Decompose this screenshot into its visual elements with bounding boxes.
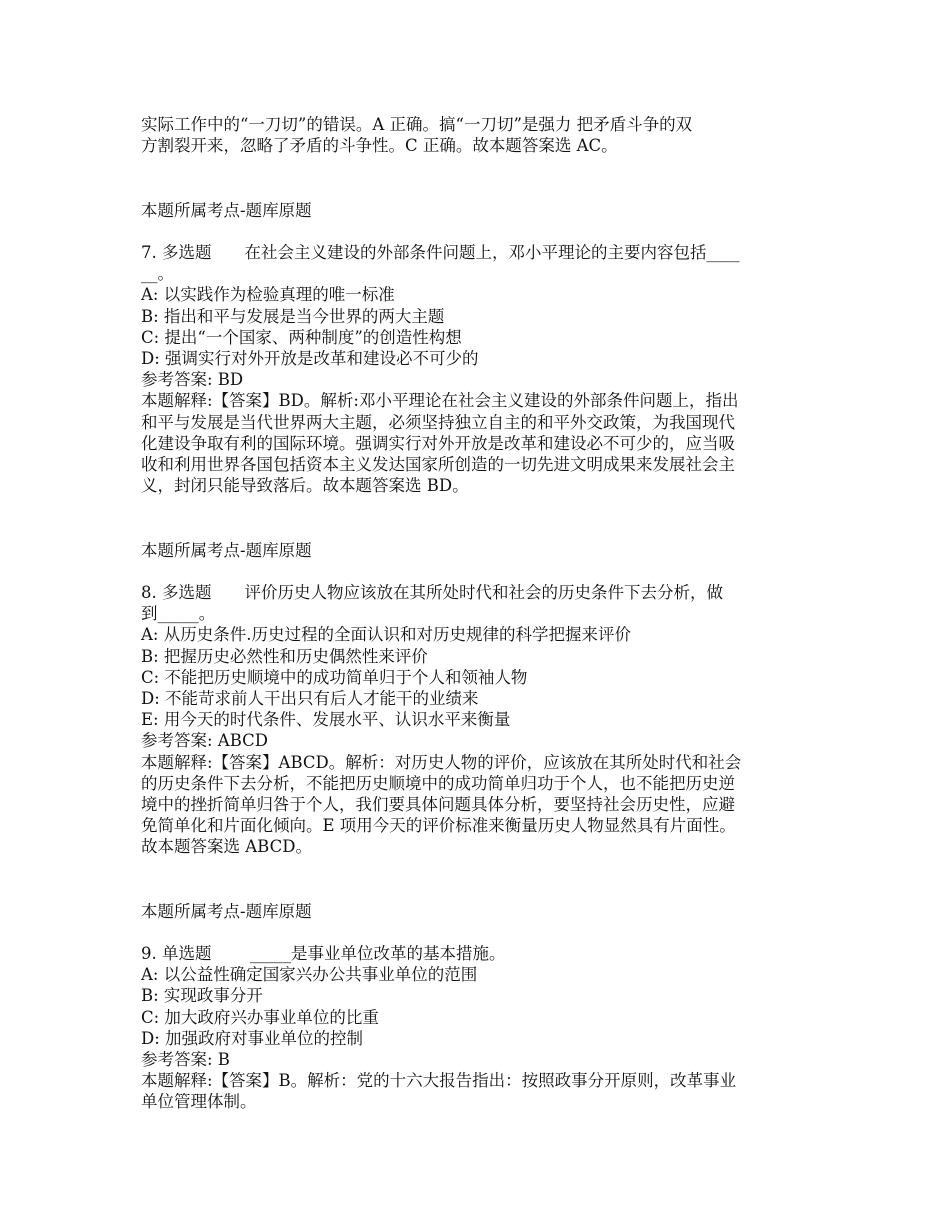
- option-c: C: 不能把历史顺境中的成功简单归于个人和领袖人物: [141, 667, 528, 687]
- option-b: B: 指出和平与发展是当今世界的两大主题: [141, 306, 445, 326]
- explanation-line: 义，封闭只能导致落后。故本题答案选 BD。: [141, 476, 469, 496]
- option-d: D: 不能苛求前人干出只有后人才能干的业绩来: [141, 689, 479, 709]
- reference-answer: 参考答案: BD: [141, 370, 244, 390]
- question-stem: __。: [141, 264, 174, 284]
- question-stem: 8. 多选题 评价历史人物应该放在其所处时代和社会的历史条件下去分析，做: [141, 583, 723, 602]
- question-stem: 7. 多选题 在社会主义建设的外部条件问题上，邓小平理论的主要内容包括____: [141, 243, 740, 262]
- explanation-line: 故本题答案选 ABCD。: [141, 837, 312, 857]
- option-d: D: 加强政府对事业单位的控制: [141, 1028, 364, 1048]
- option-e: E: 用今天的时代条件、发展水平、认识水平来衡量: [141, 710, 511, 730]
- option-a: A: 以实践作为检验真理的唯一标准: [141, 285, 395, 305]
- explanation-line: 境中的挫折简单归咎于个人，我们要具体问题具体分析，要坚持社会历史性，应避: [141, 795, 735, 815]
- knowledge-point: [141, 200, 821, 221]
- explanation-line: 本题解释:【答案】BD。解析:邓小平理论在社会主义建设的外部条件问题上，指出: [141, 391, 739, 411]
- option-d: D: 强调实行对外开放是改革和建设必不可少的: [141, 349, 479, 369]
- reference-answer: 参考答案: B: [141, 1050, 230, 1070]
- option-b: B: 实现政事分开: [141, 986, 263, 1006]
- question-stem: 9. 单选题 _____是事业单位改革的基本措施。: [141, 944, 506, 963]
- explanation-line: 化建设争取有利的国际环境。强调实行对外开放是改革和建设必不可少的，应当吸: [141, 433, 735, 453]
- question-stem: 到_____。: [141, 604, 216, 624]
- knowledge-point-label: 本题所属考点-题库原题: [141, 541, 312, 560]
- option-c: C: 加大政府兴办事业单位的比重: [141, 1007, 379, 1027]
- question-8: [141, 582, 821, 858]
- explanation-line: 单位管理体制。: [141, 1092, 257, 1112]
- option-b: B: 把握历史必然性和历史偶然性来评价: [141, 646, 428, 666]
- option-a: A: 以公益性确定国家兴办公共事业单位的范围: [141, 965, 478, 985]
- text-line: 实际工作中的“一刀切”的错误。A 正确。搞“一刀切”是强力 把矛盾斗争的双: [141, 115, 693, 134]
- option-c: C: 提出“一个国家、两种制度”的创造性构想: [141, 327, 462, 347]
- explanation-line: 免简单化和片面化倾向。E 项用今天的评价标准来衡量历史人物显然具有片面性。: [141, 816, 736, 836]
- explanation-line: 的历史条件下去分析，不能把历史顺境中的成功简单归功于个人，也不能把历史逆: [141, 773, 735, 793]
- explanation-line: 和平与发展是当代世界两大主题，必须坚持独立自主的和平外交政策，为我国现代: [141, 412, 735, 432]
- explanation-line: 收和利用世界各国包括资本主义发达国家所创造的一切先进文明成果来发展社会主: [141, 455, 735, 475]
- knowledge-point-label: 本题所属考点-题库原题: [141, 201, 312, 220]
- knowledge-point: [141, 901, 821, 922]
- explanation-line: 本题解释:【答案】ABCD。解析：对历史人物的评价，应该放在其所处时代和社会: [141, 752, 742, 772]
- knowledge-point-label: 本题所属考点-题库原题: [141, 902, 312, 921]
- reference-answer: 参考答案: ABCD: [141, 731, 269, 751]
- question-7: [141, 242, 821, 496]
- explanation-line: 本题解释:【答案】B。解析：党的十六大报告指出：按照政事分开原则，改革事业: [141, 1071, 737, 1091]
- explanation-continuation: [141, 114, 821, 156]
- text-line: 方割裂开来，忽略了矛盾的斗争性。C 正确。故本题答案选 AC。: [141, 136, 618, 156]
- knowledge-point: [141, 540, 821, 561]
- question-9: [141, 943, 821, 1113]
- option-a: A: 从历史条件.历史过程的全面认识和对历史规律的科学把握来评价: [141, 625, 631, 645]
